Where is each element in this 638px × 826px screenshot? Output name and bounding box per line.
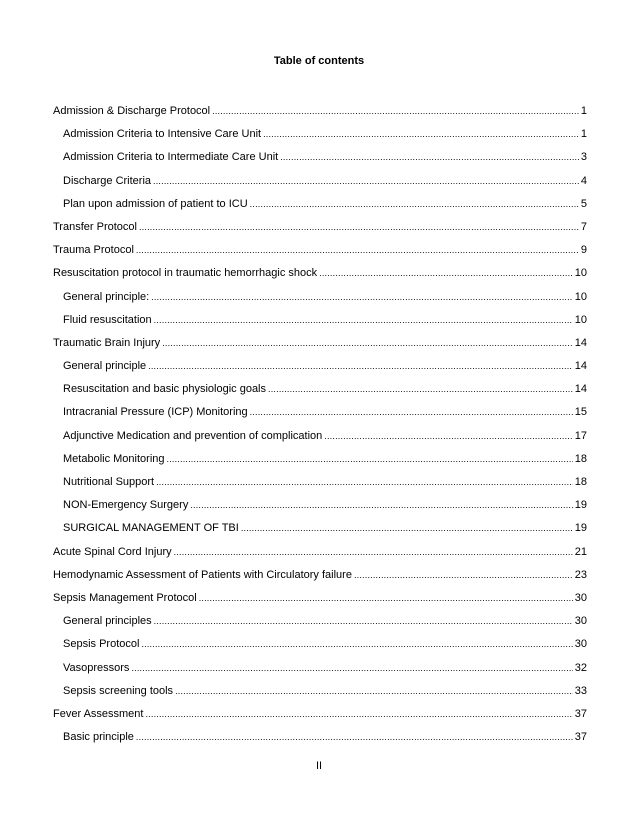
toc-entry-label: General principles	[63, 615, 152, 628]
toc-entry-label: Intracranial Pressure (ICP) Monitoring	[63, 406, 248, 419]
toc-entry-page: 5	[580, 197, 587, 210]
toc-entry[interactable]	[53, 633, 587, 656]
toc-entry[interactable]	[53, 680, 587, 703]
toc-entry[interactable]	[53, 355, 587, 378]
toc-entry[interactable]	[53, 193, 587, 216]
toc-entry-page: 19	[574, 499, 587, 512]
toc-entry-label: Resuscitation and basic physiologic goals	[63, 383, 267, 396]
toc-dot-leader	[263, 123, 579, 146]
toc-entry[interactable]	[53, 309, 587, 332]
toc-entry-page: 10	[574, 313, 587, 326]
toc-entry-page: 37	[574, 731, 587, 744]
toc-entry-page: 30	[574, 591, 587, 604]
toc-dot-leader	[250, 401, 573, 424]
toc-entry[interactable]	[53, 239, 587, 262]
toc-entry[interactable]	[53, 610, 587, 633]
toc-entry[interactable]	[53, 332, 587, 355]
toc-dot-leader	[154, 309, 573, 332]
toc-entry[interactable]	[53, 703, 587, 726]
toc-entry[interactable]	[53, 657, 587, 680]
toc-entry[interactable]	[53, 262, 587, 285]
toc-entry-page: 15	[574, 406, 587, 419]
toc-entry-label: Fever Assessment	[53, 707, 144, 720]
toc-entry-page: 33	[574, 684, 587, 697]
toc-entry[interactable]	[53, 100, 587, 123]
toc-entry-label: Fluid resuscitation	[63, 313, 152, 326]
toc-dot-leader	[167, 448, 573, 471]
toc-entry[interactable]	[53, 564, 587, 587]
toc-dot-leader	[212, 100, 579, 123]
toc-dot-leader	[153, 170, 579, 193]
toc-entry-label: Hemodynamic Assessment of Patients with Circulatory failure	[53, 568, 352, 581]
toc-entry-label: Trauma Protocol	[53, 244, 134, 257]
toc-entry[interactable]	[53, 587, 587, 610]
toc-entry-label: Admission Criteria to Intensive Care Unit	[63, 128, 262, 141]
toc-entry-label: Acute Spinal Cord Injury	[53, 545, 172, 558]
toc-entry[interactable]	[53, 494, 587, 517]
toc-entry[interactable]	[53, 123, 587, 146]
toc-dot-leader	[241, 517, 573, 540]
toc-dot-leader	[145, 703, 572, 726]
toc-dot-leader	[199, 587, 573, 610]
toc-entry-page: 18	[574, 452, 587, 465]
toc-entry-label: Discharge Criteria	[63, 174, 152, 187]
toc-dot-leader	[280, 146, 579, 169]
toc-dot-leader	[136, 726, 573, 749]
toc-entry[interactable]	[53, 216, 587, 239]
toc-dot-leader	[319, 262, 573, 285]
toc-entry-page: 17	[574, 429, 587, 442]
toc-title: Table of contents	[273, 55, 365, 67]
toc-entry-page: 4	[580, 174, 587, 187]
toc-entry[interactable]	[53, 541, 587, 564]
toc-entry-label: Basic principle	[63, 731, 134, 744]
toc-dot-leader	[324, 425, 572, 448]
toc-entry[interactable]	[53, 471, 587, 494]
toc-dot-leader	[162, 332, 573, 355]
toc-entry-page: 30	[574, 638, 587, 651]
toc-dot-leader	[174, 541, 573, 564]
toc-dot-leader	[154, 610, 573, 633]
toc-entry-label: Sepsis Protocol	[63, 638, 140, 651]
toc-entry[interactable]	[53, 401, 587, 424]
toc-dot-leader	[131, 657, 572, 680]
toc-entry-label: General principle:	[63, 290, 150, 303]
toc-dot-leader	[151, 286, 573, 309]
toc-entry-page: 23	[574, 568, 587, 581]
toc-dot-leader	[156, 471, 573, 494]
toc-list	[53, 100, 587, 749]
toc-entry-label: NON-Emergency Surgery	[63, 499, 189, 512]
toc-entry-page: 21	[574, 545, 587, 558]
toc-entry-page: 37	[574, 707, 587, 720]
toc-entry-page: 14	[574, 360, 587, 373]
toc-dot-leader	[136, 239, 579, 262]
toc-entry-page: 10	[574, 267, 587, 280]
toc-entry-label: Traumatic Brain Injury	[53, 336, 161, 349]
toc-entry-page: 19	[574, 522, 587, 535]
toc-entry-page: 14	[574, 336, 587, 349]
toc-entry-label: Metabolic Monitoring	[63, 452, 165, 465]
toc-entry-page: 9	[580, 244, 587, 257]
toc-dot-leader	[141, 633, 572, 656]
toc-entry-label: Vasopressors	[63, 661, 130, 674]
toc-entry[interactable]	[53, 448, 587, 471]
toc-entry-label: Admission & Discharge Protocol	[53, 105, 211, 117]
toc-entry-label: Resuscitation protocol in traumatic hemorrhagic shock	[53, 267, 318, 280]
toc-entry[interactable]	[53, 517, 587, 540]
toc-entry-label: Plan upon admission of patient to ICU	[63, 197, 248, 210]
toc-entry-label: Transfer Protocol	[53, 220, 137, 233]
toc-dot-leader	[190, 494, 572, 517]
toc-entry[interactable]	[53, 146, 587, 169]
toc-entry-page: 30	[574, 615, 587, 628]
toc-entry[interactable]	[53, 726, 587, 749]
toc-entry-page: 7	[580, 220, 587, 233]
toc-entry-page: 32	[574, 661, 587, 674]
page-number: II	[315, 760, 323, 772]
toc-dot-leader	[148, 355, 573, 378]
toc-entry[interactable]	[53, 378, 587, 401]
toc-entry-label: Admission Criteria to Intermediate Care Unit	[63, 151, 279, 164]
toc-entry-page: 14	[574, 383, 587, 396]
toc-entry-page: 1	[580, 128, 587, 141]
toc-dot-leader	[268, 378, 573, 401]
toc-entry-label: General principle	[63, 360, 147, 373]
toc-entry[interactable]	[53, 425, 587, 448]
toc-entry-page: 18	[574, 476, 587, 488]
toc-entry-label: Adjunctive Medication and prevention of complication	[63, 429, 323, 442]
toc-dot-leader	[139, 216, 579, 239]
toc-entry-label: Sepsis screening tools	[63, 684, 174, 697]
toc-entry-label: Nutritional Support	[63, 476, 155, 488]
toc-entry-label: Sepsis Management Protocol	[53, 591, 197, 604]
toc-dot-leader	[250, 193, 579, 216]
toc-entry-page: 1	[580, 105, 587, 117]
toc-entry-label: SURGICAL MANAGEMENT OF TBI	[63, 522, 239, 535]
toc-entry[interactable]	[53, 286, 587, 309]
toc-dot-leader	[175, 680, 573, 703]
toc-entry-page: 10	[574, 290, 587, 303]
toc-dot-leader	[354, 564, 573, 587]
toc-entry-page: 3	[580, 151, 587, 164]
toc-entry[interactable]	[53, 170, 587, 193]
